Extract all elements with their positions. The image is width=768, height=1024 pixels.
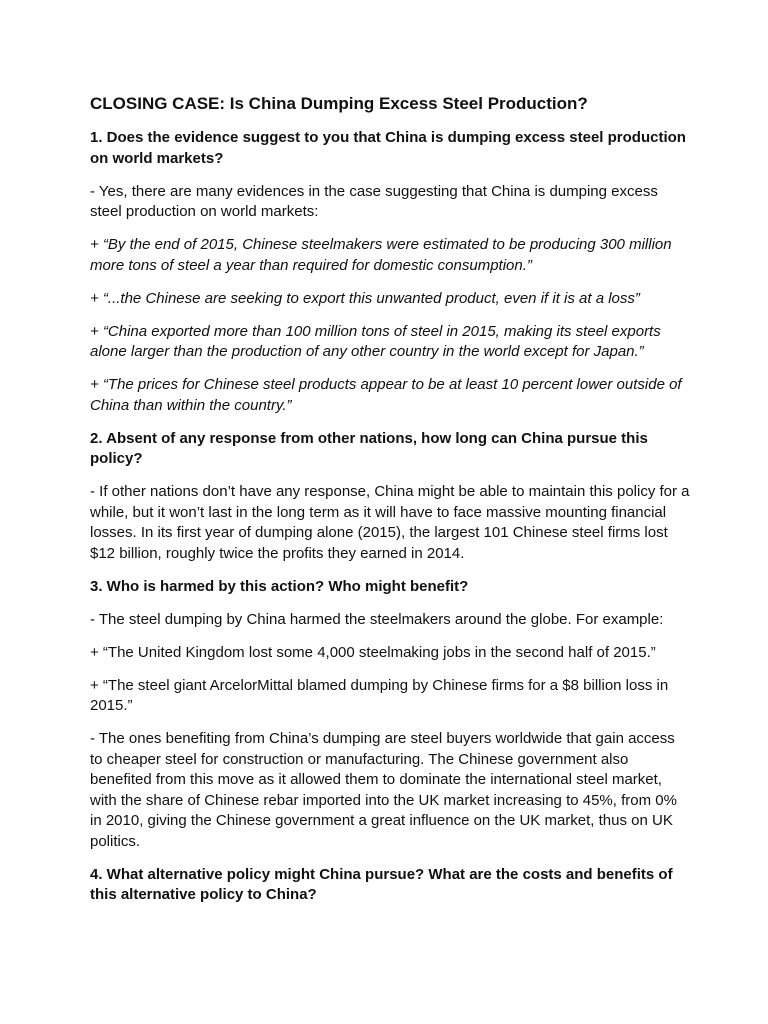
- document-page: [90, 92, 690, 918]
- answer-3-example-2: + “The steel giant ArcelorMittal blamed dumping by Chinese firms for a $8 billion loss in 2015.”: [90, 676, 669, 714]
- answer-1-quote-4: + “The prices for Chinese steel products appear to be at least 10 percent lower outside of China than within the country.”: [90, 376, 682, 414]
- question-1: 1. Does the evidence suggest to you that China is dumping excess steel production on world markets?: [90, 129, 686, 167]
- answer-1-quote-1: + “By the end of 2015, Chinese steelmakers were estimated to be producing 300 million more tons of steel a year than required for domestic consumption.”: [90, 236, 672, 274]
- answer-3-example-1: + “The United Kingdom lost some 4,000 steelmaking jobs in the second half of 2015.”: [90, 643, 656, 661]
- answer-3-beneficiaries: - The ones benefiting from China’s dumping are steel buyers worldwide that gain access to cheaper steel for construction or manufacturing. The Chinese government also benefited from this move as it allowed them to dominate the international steel market, with the share of Chinese rebar imported into the UK market increasing to 45%, from 0% in 2010, giving the Chinese government a great influence on the UK market, thus on UK politics.: [90, 730, 677, 850]
- answer-2: - If other nations don’t have any response, China might be able to maintain this policy for a while, but it won’t last in the long term as it will have to face massive mounting financial losses. In its first year of dumping alone (2015), the largest 101 Chinese steel firms lost $12 billion, roughly twice the profits they earned in 2014.: [90, 483, 690, 562]
- answer-3-intro: - The steel dumping by China harmed the steelmakers around the globe. For example:: [90, 610, 664, 628]
- question-3: 3. Who is harmed by this action? Who might benefit?: [90, 577, 469, 595]
- answer-1-intro: - Yes, there are many evidences in the case suggesting that China is dumping excess steel production on world markets:: [90, 182, 658, 220]
- answer-1-quote-2: + “...the Chinese are seeking to export this unwanted product, even if it is at a loss”: [90, 289, 640, 307]
- question-2: 2. Absent of any response from other nations, how long can China pursue this policy?: [90, 429, 648, 467]
- answer-1-quote-3: + “China exported more than 100 million tons of steel in 2015, making its steel exports alone larger than the production of any other country in the world except for Japan.”: [90, 322, 661, 360]
- question-4: 4. What alternative policy might China pursue? What are the costs and benefits of this alternative policy to China?: [90, 865, 673, 903]
- document-title: CLOSING CASE: Is China Dumping Excess Steel Production?: [90, 94, 588, 113]
